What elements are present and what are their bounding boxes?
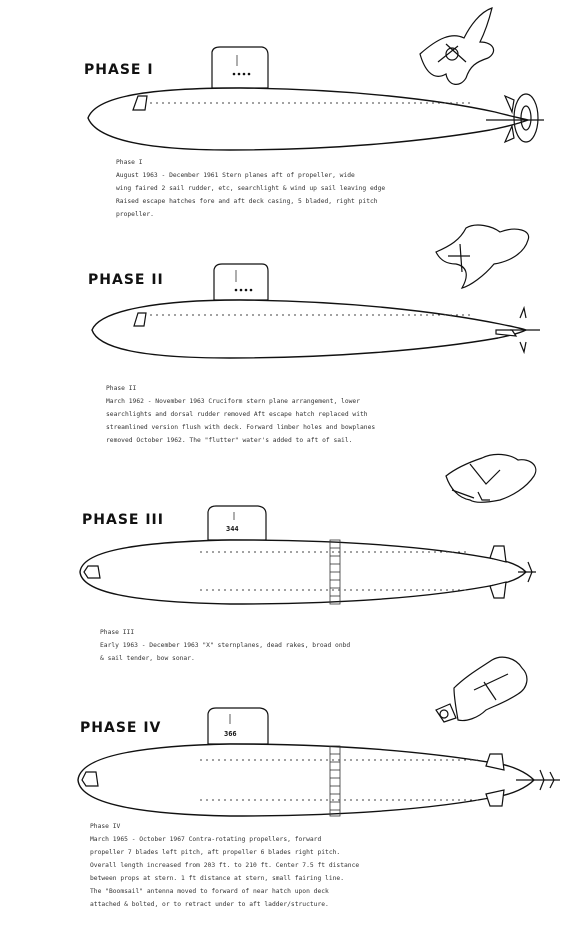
caption-line: Phase II bbox=[106, 385, 137, 392]
caption-line: Phase IV bbox=[90, 823, 121, 830]
phase-2-stern-detail bbox=[436, 225, 529, 288]
caption-line: attached & bolted, or to retract under to aft ladder/structure. bbox=[90, 901, 329, 908]
phase-2-title: PHASE II bbox=[88, 272, 164, 288]
caption-line: removed October 1962. The "flutter" water's added to aft of sail. bbox=[106, 437, 353, 444]
phase-4-stern-detail bbox=[436, 657, 527, 722]
phase-2-caption bbox=[106, 382, 375, 447]
caption-line: Raised escape hatches fore and aft deck casing, 5 bladed, right pitch bbox=[116, 198, 378, 205]
caption-line: searchlights and dorsal rudder removed Aft escape hatch replaced with bbox=[106, 411, 368, 418]
caption-line: August 1963 - December 1961 Stern planes aft of propeller, wide bbox=[116, 172, 355, 179]
caption-line: The "Boomsail" antenna moved to forward of near hatch upon deck bbox=[90, 888, 329, 895]
caption-line: wing faired 2 sail rudder, etc, searchlight & wind up sail leaving edge bbox=[116, 185, 386, 192]
caption-line: March 1962 - November 1963 Cruciform stern plane arrangement, lower bbox=[106, 398, 361, 405]
caption-line: propeller. bbox=[116, 211, 154, 218]
phase-3-stern-detail bbox=[446, 454, 536, 502]
svg-text:344: 344 bbox=[226, 525, 239, 533]
caption-line: between props at stern. 1 ft distance at stern, small fairing line. bbox=[90, 875, 345, 882]
caption-line: propeller 7 blades left pitch, aft propeller 6 blades right pitch. bbox=[90, 849, 341, 856]
caption-line: & sail tender, bow sonar. bbox=[100, 655, 195, 662]
phase-1-title: PHASE I bbox=[84, 62, 154, 78]
phase-3-title: PHASE III bbox=[82, 512, 164, 528]
phase-1-caption bbox=[116, 156, 385, 221]
caption-line: Phase I bbox=[116, 159, 143, 166]
caption-line: Phase III bbox=[100, 629, 135, 636]
caption-line: streamlined version flush with deck. Forward limber holes and bowplanes bbox=[106, 424, 376, 431]
phase-3-caption bbox=[100, 626, 350, 665]
caption-line: March 1965 - October 1967 Contra-rotating propellers, forward bbox=[90, 836, 322, 843]
phase-1-submarine bbox=[88, 47, 544, 150]
phase-4-caption bbox=[90, 820, 359, 911]
svg-text:366: 366 bbox=[224, 730, 237, 738]
phase-4-title: PHASE IV bbox=[80, 720, 162, 736]
caption-line: Overall length increased from 203 ft. to 210 ft. Center 7.5 ft distance bbox=[90, 862, 360, 869]
phase-1-stern-detail bbox=[420, 8, 494, 84]
caption-line: Early 1963 - December 1963 "X" sternplanes, dead rakes, broad onbd bbox=[100, 642, 351, 649]
